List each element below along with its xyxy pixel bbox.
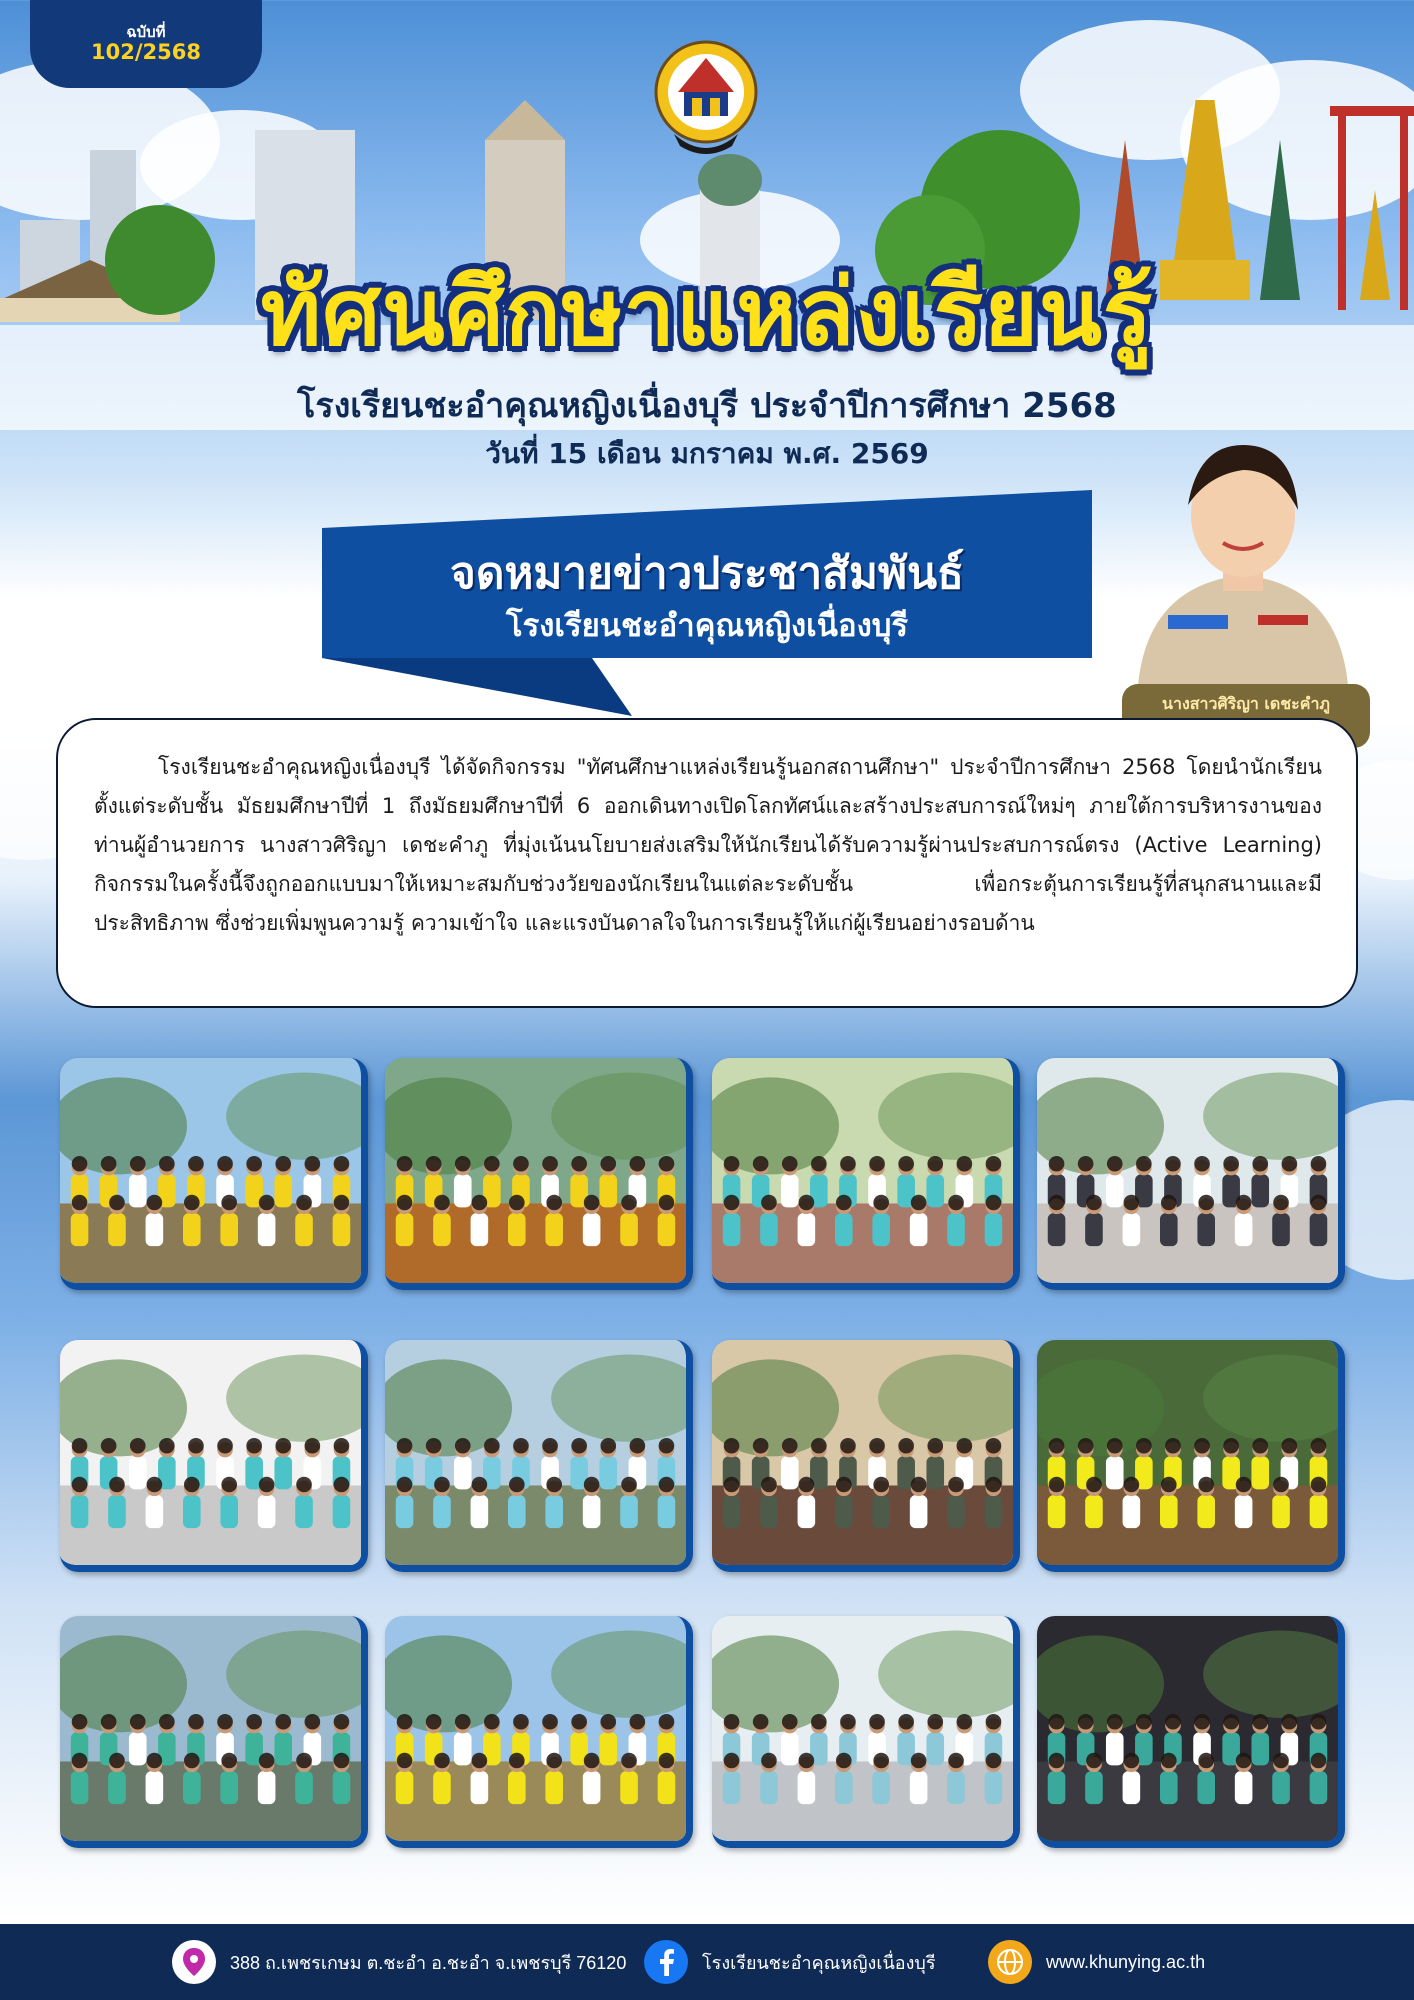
photo-group-park-sitting	[1037, 1058, 1345, 1290]
photo-group-elephant-mural	[385, 1058, 693, 1290]
subtitle: โรงเรียนชะอำคุณหญิงเนื่องบุรี ประจำปีการศึกษา 2568	[297, 386, 1117, 426]
photo-group-riverside-teal	[385, 1340, 693, 1572]
article-body: โรงเรียนชะอำคุณหญิงเนื่องบุรี ได้จัดกิจกรรม "ทัศนศึกษาแหล่งเรียนรู้นอกสถานศึกษา" ประจำปีการศึกษา 2568 โดยนำนักเรียนตั้งแต่ระดับชั้น มัธยมศึกษาปีที่ 1 ถึงมัธยมศึกษาปีที่ 6 ออกเดินทางเปิดโลกทัศน์และสร้างประสบการณ์ใหม่ๆ ภายใต้การบริหารงานของ ท่านผู้อำนวยการ นางสาวศิริญา เดชะคำภู ที่มุ่งเน้นนโยบายส่งเสริมให้นักเรียนได้รับความรู้ผ่านประสบการณ์ตรง (Active Learning) กิจกรรมในครั้งนี้จึงถูกออกแบบมาให้เหมาะสมกับช่วงวัยของนักเรียนในแต่ละระดับชั้น เพื่อกระตุ้นการเรียนรู้ที่สนุกสนานและมีประสิทธิภาพ ซึ่งช่วยเพิ่มพูนความรู้ ความเข้าใจ และแรงบันดาลใจในการเรียนรู้ให้แก่ผู้เรียนอย่างรอบด้าน	[94, 755, 1322, 935]
school-emblem-logo	[652, 38, 760, 162]
footer-facebook[interactable]	[644, 1942, 935, 1982]
globe-icon[interactable]	[988, 1940, 1032, 1984]
facebook-page-link[interactable]: โรงเรียนชะอำคุณหญิงเนื่องบุรี	[702, 1952, 936, 1973]
photo-group-crafting-yellow	[1037, 1340, 1345, 1572]
banner-subtitle: โรงเรียนชะอำคุณหญิงเนื่องบุรี	[505, 608, 909, 644]
issue-number: 102/2568	[91, 40, 201, 64]
facebook-icon[interactable]	[644, 1940, 688, 1984]
photo-group-yellow-shirts-palm-garden	[60, 1058, 368, 1290]
date-line: วันที่ 15 เดือน มกราคม พ.ศ. 2569	[485, 437, 929, 470]
photo-group-japanese-gate	[60, 1340, 368, 1572]
photo-group-ayutthaya-ruins	[385, 1616, 693, 1848]
article-box	[56, 718, 1358, 1008]
director-name: นางสาวศิริญา เดชะคำภู	[1162, 694, 1330, 713]
director-portrait	[1128, 415, 1358, 685]
banner-title: จดหมายข่าวประชาสัมพันธ์	[450, 548, 964, 599]
address-text: 388 ถ.เพชรเกษม ต.ชะอำ อ.ชะอำ จ.เพชรบุรี 76120	[230, 1952, 627, 1973]
location-pin-icon	[172, 1940, 216, 1984]
main-title: ทัศนศึกษาแหล่งเรียนรู้	[260, 259, 1154, 366]
footer-website[interactable]	[988, 1942, 1205, 1982]
newsletter-banner	[322, 490, 1092, 660]
photo-group-temple-courtyard	[712, 1616, 1020, 1848]
photo-group-cliff-viewpoint	[60, 1616, 368, 1848]
footer	[0, 1924, 1414, 2000]
issue-badge	[30, 0, 262, 88]
photo-group-temple-ruins-teal	[712, 1058, 1020, 1290]
photo-group-museum-map	[712, 1340, 1020, 1572]
photo-group-time-exhibit	[1037, 1616, 1345, 1848]
footer-address	[172, 1942, 626, 1982]
issue-label: ฉบับที่	[126, 23, 166, 41]
website-link[interactable]: www.khunying.ac.th	[1046, 1951, 1206, 1972]
